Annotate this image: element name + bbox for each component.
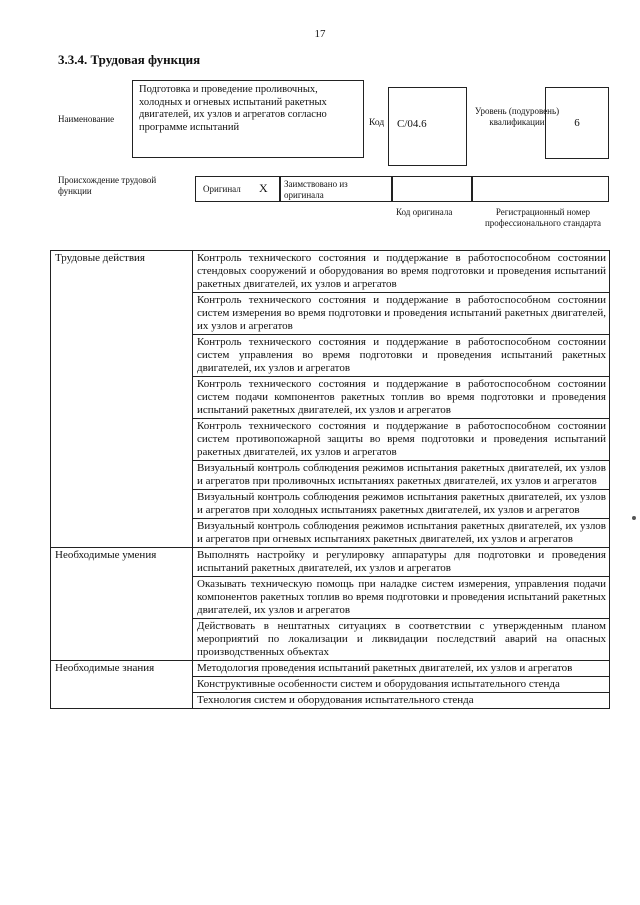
item-cell: Контроль технического состояния и поддержание в работоспособном состоянии систем управления во время подготовки и проведения испытаний ракетных двигателей, их узлов и агрегатов xyxy=(193,335,610,377)
qualification-level-field: 6 xyxy=(545,87,609,159)
original-code-cell xyxy=(392,176,472,202)
item-cell: Визуальный контроль соблюдения режимов испытания ракетных двигателей, их узлов и агрегатов при огневых испытаниях ракетных двигателей, их узлов и агрегатов xyxy=(193,519,610,548)
original-code-caption: Код оригинала xyxy=(396,207,453,217)
item-cell: Визуальный контроль соблюдения режимов испытания ракетных двигателей, их узлов и агрегатов при холодных испытаниях ракетных двигателей, их узлов и агрегатов xyxy=(193,490,610,519)
item-cell: Контроль технического состояния и поддержание в работоспособном состоянии систем измерения во время подготовки и проведения испытаний ракетных двигателей, их узлов и агрегатов xyxy=(193,293,610,335)
origin-original-mark: X xyxy=(259,181,268,195)
code-field: С/04.6 xyxy=(388,87,467,166)
item-cell: Выполнять настройку и регулировку аппаратуры для подготовки и проведения испытаний ракетных двигателей, их узлов и агрегатов xyxy=(193,548,610,577)
item-cell: Оказывать техническую помощь при наладке систем измерения, управления подачи компонентов ракетных топлив во время подготовки и проведения испытаний ракетных двигателей, их узлов и агрегатов xyxy=(193,577,610,619)
scan-mark xyxy=(632,516,636,520)
item-cell: Контроль технического состояния и поддержание в работоспособном состоянии стендовых сооружений и оборудования во время подготовки и проведения испытаний ракетных двигателей, их узлов и агрегатов xyxy=(193,251,610,293)
qualification-level-label: Уровень (подуровень) квалификации xyxy=(474,106,560,127)
section-title: 3.3.4. Трудовая функция xyxy=(58,52,201,67)
table-row xyxy=(51,548,610,577)
item-cell: Контроль технического состояния и поддержание в работоспособном состоянии систем подачи компонентов ракетных топлив во время подготовки и проведения испытаний ракетных двигателей, их узлов и агрегатов xyxy=(193,377,610,419)
item-cell: Действовать в нештатных ситуациях в соответствии с утвержденным планом мероприятий по локализации и ликвидации последствий аварий на опасных производственных объектах xyxy=(193,619,610,661)
item-cell: Визуальный контроль соблюдения режимов испытания ракетных двигателей, их узлов и агрегатов при проливочных испытаниях ракетных двигателей, их узлов и агрегатов xyxy=(193,461,610,490)
code-label: Код xyxy=(369,118,385,128)
registration-number-cell xyxy=(472,176,609,202)
category-cell: Необходимые знания xyxy=(51,661,193,709)
category-cell: Необходимые умения xyxy=(51,548,193,661)
item-cell: Методология проведения испытаний ракетных двигателей, их узлов и агрегатов xyxy=(193,661,610,677)
origin-label: Происхождение трудовой функции xyxy=(58,175,157,196)
origin-original-label: Оригинал xyxy=(203,184,241,194)
origin-borrowed-cell: Заимствовано из оригинала xyxy=(280,176,392,202)
page-number: 17 xyxy=(314,28,326,40)
table-row xyxy=(51,661,610,677)
table-row xyxy=(51,251,610,293)
category-cell: Трудовые действия xyxy=(51,251,193,548)
name-label: Наименование xyxy=(58,114,115,124)
item-cell: Конструктивные особенности систем и оборудования испытательного стенда xyxy=(193,677,610,693)
item-cell: Контроль технического состояния и поддержание в работоспособном состоянии систем противопожарной защиты во время подготовки и проведения испытаний ракетных двигателей, их узлов и агрегатов xyxy=(193,419,610,461)
function-name-field: Подготовка и проведение проливочных, холодных и огневых испытаний ракетных двигателей, их узлов и агрегатов согласно программе испытаний xyxy=(132,80,364,158)
registration-number-caption: Регистрационный номер профессионального стандарта xyxy=(484,207,602,228)
item-cell: Технология систем и оборудования испытательного стенда xyxy=(193,693,610,709)
function-details-table xyxy=(50,250,610,709)
